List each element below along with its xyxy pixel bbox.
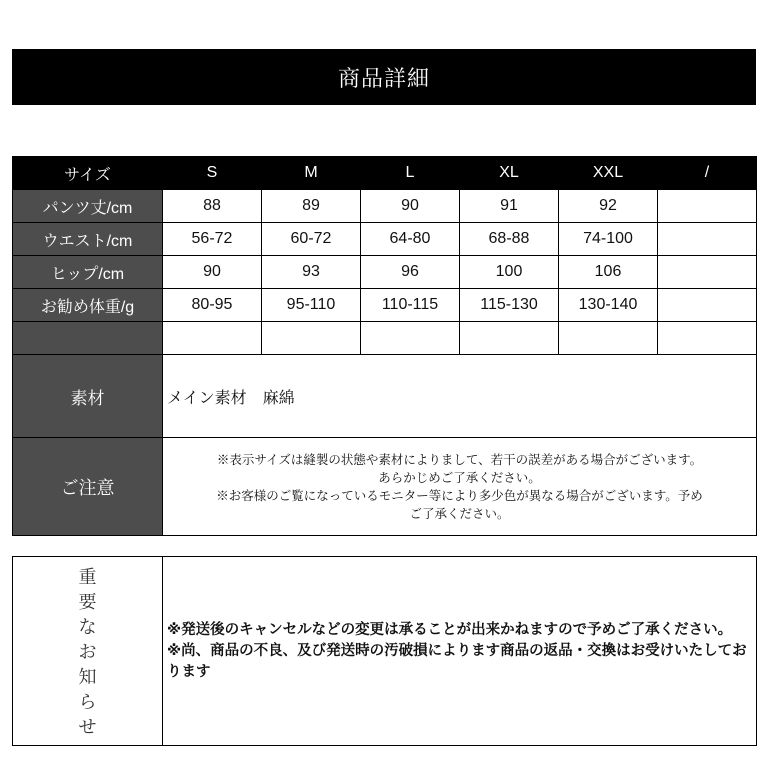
table-cell (658, 190, 757, 223)
row-label: パンツ丈/cm (13, 190, 163, 223)
notice-label-char: お (78, 642, 97, 663)
table-cell: 68-88 (460, 223, 559, 256)
page-title: 商品詳細 (337, 66, 430, 92)
column-header: XXL (559, 157, 658, 190)
notice-label-char: せ (78, 717, 97, 738)
caution-line: ※お客様のご覧になっているモニター等により多少色が異なる場合がございます。予め (216, 488, 703, 503)
table-row (13, 223, 757, 256)
table-cell: 89 (262, 190, 361, 223)
table-cell: 60-72 (262, 223, 361, 256)
row-label: お勧め体重/g (13, 289, 163, 322)
table-cell (658, 223, 757, 256)
table-row (13, 190, 757, 223)
table-cell (262, 322, 361, 355)
table-cell (460, 322, 559, 355)
table-cell: 92 (559, 190, 658, 223)
table-cell (163, 322, 262, 355)
column-header: M (262, 157, 361, 190)
notice-label-char: 知 (78, 667, 97, 688)
table-cell: 56-72 (163, 223, 262, 256)
table-row (13, 256, 757, 289)
page-title-banner (12, 49, 756, 105)
material-label: 素材 (13, 355, 163, 438)
size-table-header-row (13, 157, 757, 190)
column-header: / (658, 157, 757, 190)
table-cell: 130-140 (559, 289, 658, 322)
table-cell: 100 (460, 256, 559, 289)
table-cell: 91 (460, 190, 559, 223)
table-row (13, 322, 757, 355)
table-cell: 106 (559, 256, 658, 289)
table-cell: 93 (262, 256, 361, 289)
table-cell: 64-80 (361, 223, 460, 256)
column-header: サイズ (13, 157, 163, 190)
caution-line: ※表示サイズは縫製の状態や素材によりまして、若干の誤差がある場合がございます。 (216, 452, 703, 467)
table-cell: 88 (163, 190, 262, 223)
table-cell (658, 289, 757, 322)
notice-body (163, 557, 757, 746)
table-cell: 115-130 (460, 289, 559, 322)
notice-line: ※発送後のキャンセルなどの変更は承ることが出来かねますので予めご了承ください。 (167, 621, 733, 638)
notice-label (13, 557, 163, 746)
important-notice-table (12, 556, 757, 746)
caution-line: ご了承ください。 (409, 506, 510, 521)
row-label (13, 322, 163, 355)
notice-label-char: 重 (78, 567, 97, 588)
table-cell: 96 (361, 256, 460, 289)
column-header: L (361, 157, 460, 190)
table-cell: 95-110 (262, 289, 361, 322)
table-cell: 80-95 (163, 289, 262, 322)
table-cell: 110-115 (361, 289, 460, 322)
table-cell (658, 322, 757, 355)
table-cell (559, 322, 658, 355)
caution-line: あらかじめご了承ください。 (378, 470, 541, 485)
column-header: S (163, 157, 262, 190)
notice-label-char: な (78, 617, 97, 638)
table-cell: 74-100 (559, 223, 658, 256)
caution-text (163, 438, 757, 536)
caution-label: ご注意 (13, 438, 163, 536)
row-label: ヒップ/cm (13, 256, 163, 289)
table-cell: 90 (163, 256, 262, 289)
table-cell (361, 322, 460, 355)
notice-label-char: 要 (78, 592, 97, 613)
material-value: メイン素材 麻綿 (163, 355, 757, 438)
notice-label-char: ら (78, 692, 97, 713)
column-header: XL (460, 157, 559, 190)
table-row (13, 289, 757, 322)
notice-line: ※尚、商品の不良、及び発送時の汚破損によります商品の返品・交換はお受けいたしております (167, 642, 747, 680)
table-cell (658, 256, 757, 289)
caution-row (13, 438, 757, 536)
table-cell: 90 (361, 190, 460, 223)
size-table (12, 156, 757, 536)
row-label: ウエスト/cm (13, 223, 163, 256)
material-row (13, 355, 757, 438)
